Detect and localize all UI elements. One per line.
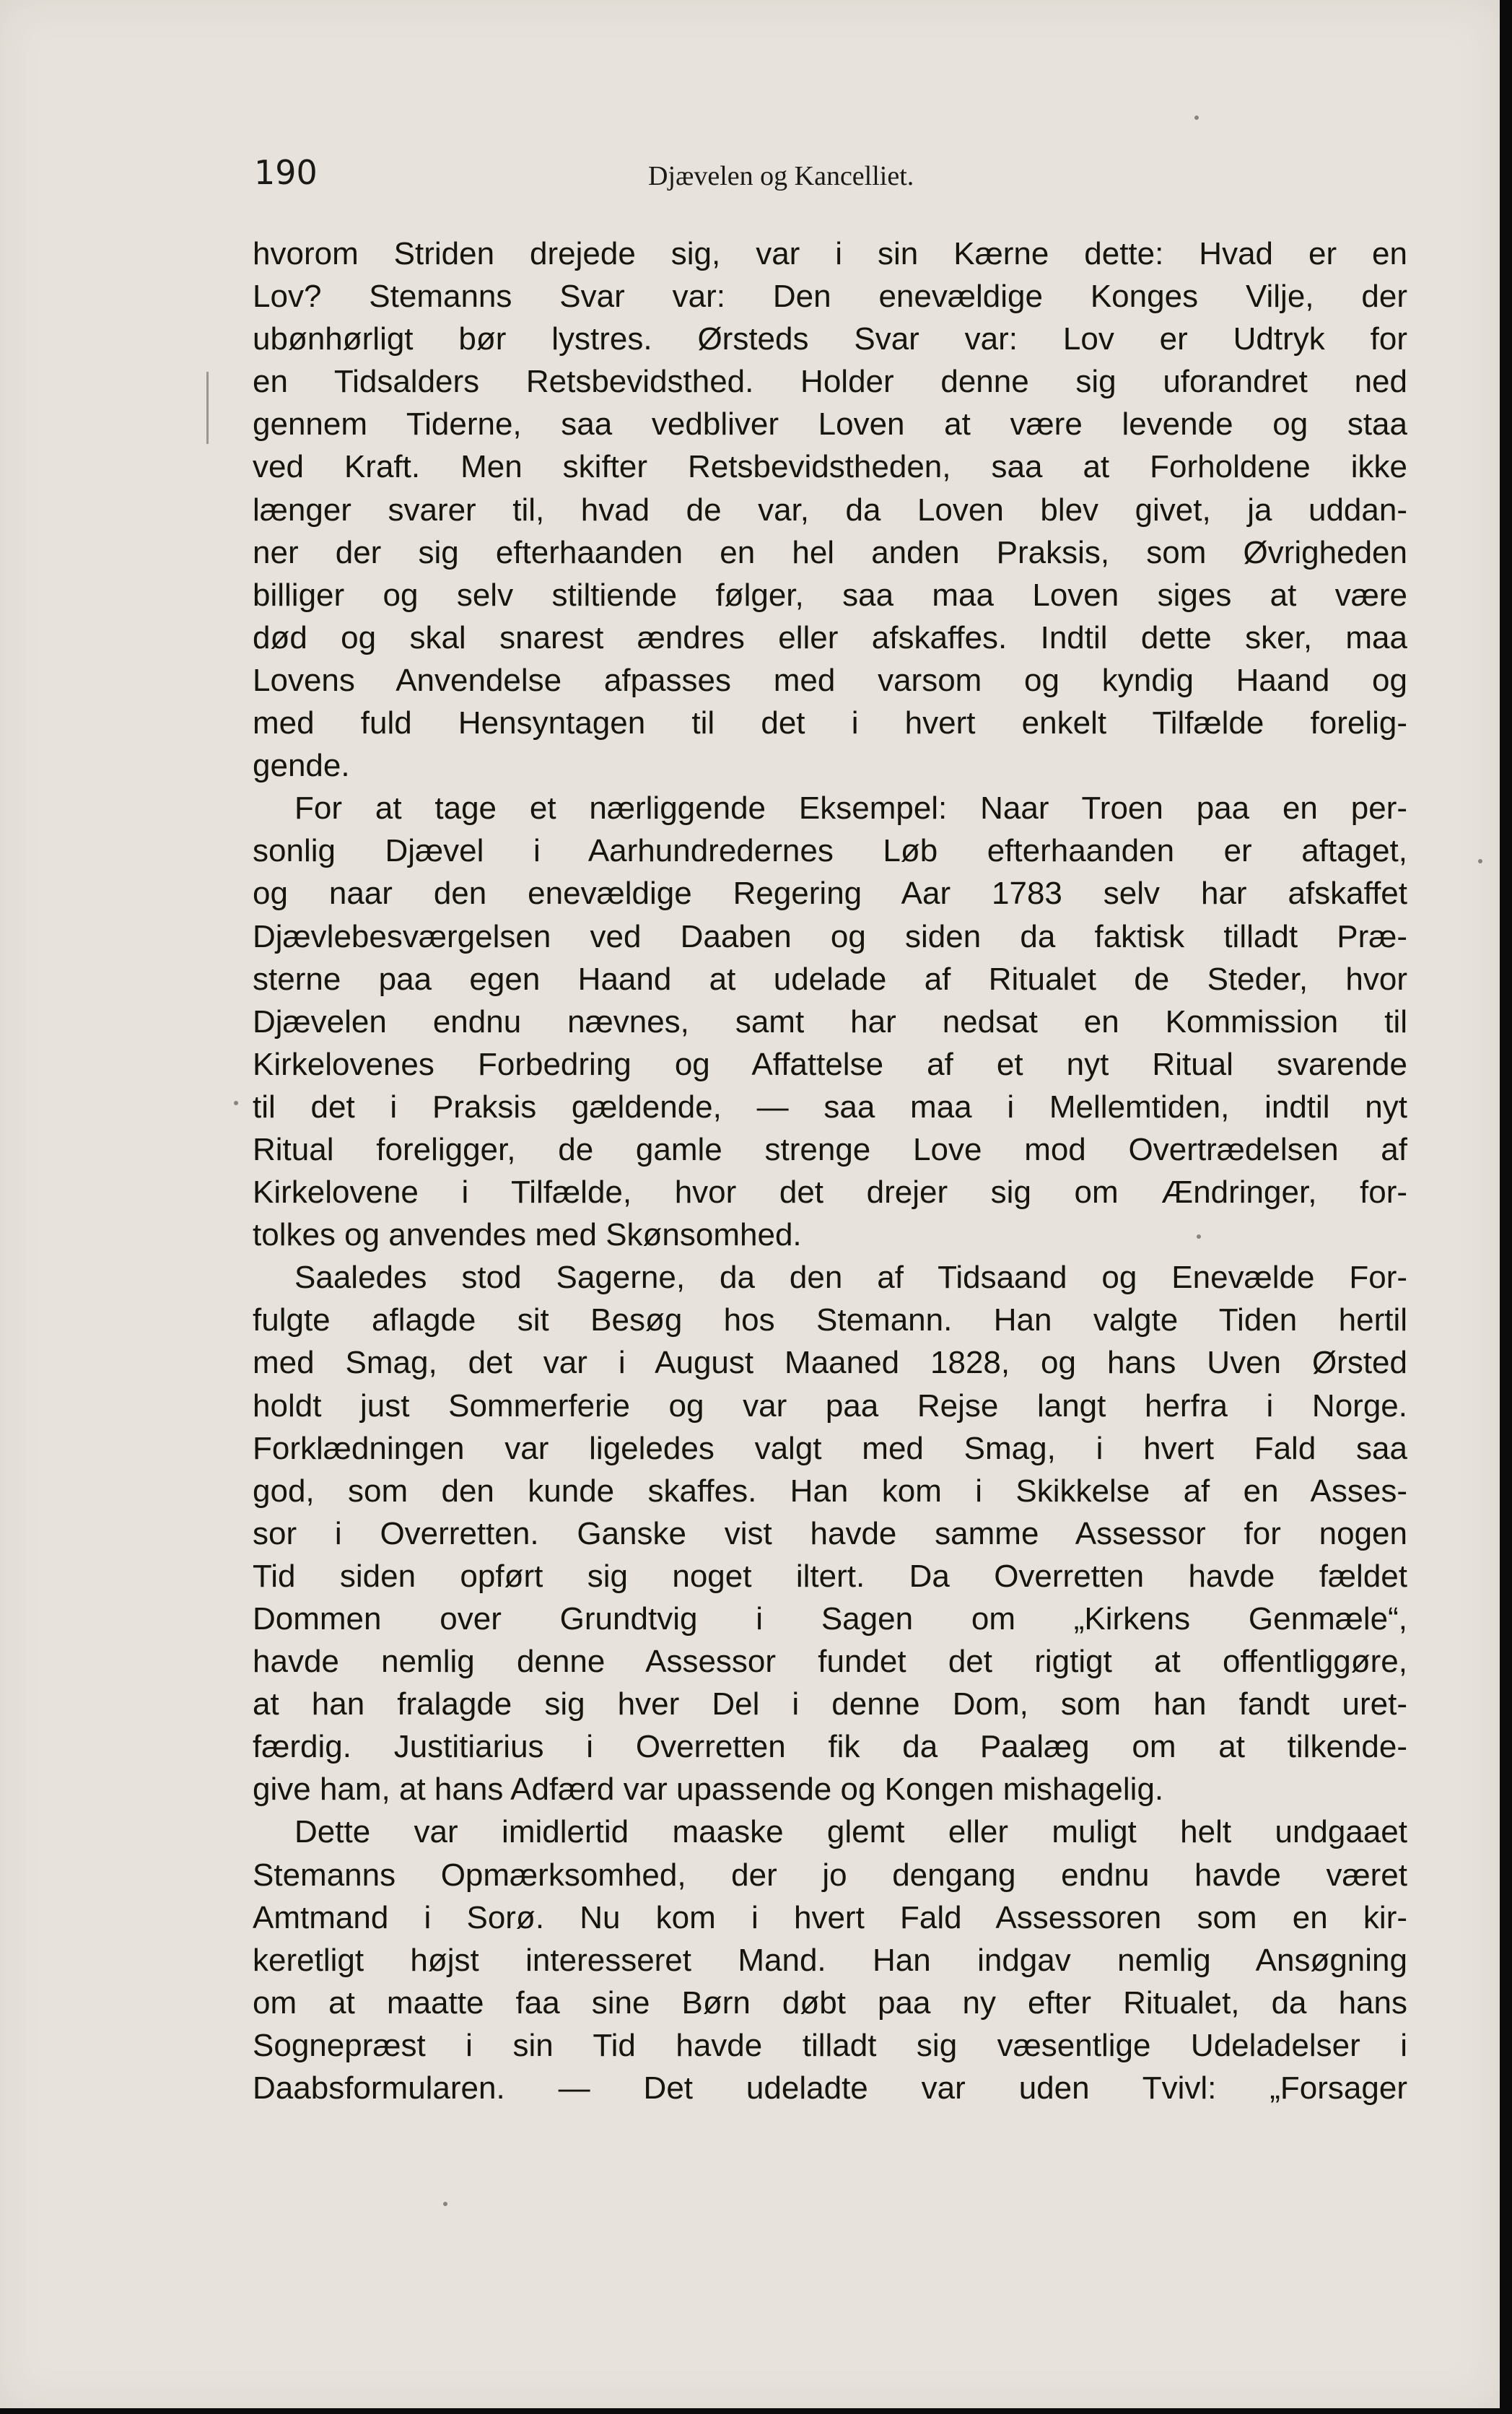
text-line: død og skal snarest ændres eller afskaffes. Indtil dette sker, maa (253, 619, 1407, 655)
paper-speck (443, 2202, 447, 2206)
text-line: Daabsformularen. — Det udeladte var uden Tvivl: „Forsager (253, 2070, 1407, 2106)
text-line: Djævlebesværgelsen ved Daaben og siden da faktisk tilladt Præ- (253, 918, 1407, 954)
text-line: ved Kraft. Men skifter Retsbevidstheden, saa at Forholdene ikke (253, 449, 1407, 485)
text-line: med fuld Hensyntagen til det i hvert enkelt Tilfælde forelig- (253, 705, 1407, 741)
text-line: Tid siden opført sig noget iltert. Da Overretten havde fældet (253, 1558, 1407, 1594)
text-line: Djævelen endnu nævnes, samt har nedsat en Kommission til (253, 1003, 1407, 1040)
text-line: fulgte aflagde sit Besøg hos Stemann. Han valgte Tiden hertil (253, 1302, 1407, 1338)
text-line: ubønhørligt bør lystres. Ørsteds Svar var: Lov er Udtryk for (253, 321, 1407, 357)
text-line: billiger og selv stiltiende følger, saa maa Loven siges at være (253, 577, 1407, 613)
text-line: Forklædningen var ligeledes valgt med Smag, i hvert Fald saa (253, 1430, 1407, 1466)
text-line: en Tidsalders Retsbevidsthed. Holder denne sig uforandret ned (253, 364, 1407, 400)
text-line: ner der sig efterhaanden en hel anden Praksis, som Øvrigheden (253, 534, 1407, 570)
body-text (253, 232, 1407, 2109)
text-line: god, som den kunde skaffes. Han kom i Skikkelse af en Asses- (253, 1473, 1407, 1509)
margin-mark (206, 372, 209, 444)
text-line: med Smag, det var i August Maaned 1828, og hans Uven Ørsted (253, 1345, 1407, 1381)
text-line: sterne paa egen Haand at udelade af Ritualet de Steder, hvor (253, 961, 1407, 997)
text-line: Lovens Anvendelse afpasses med varsom og kyndig Haand og (253, 662, 1407, 698)
text-line: give ham, at hans Adfærd var upassende og Kongen mishagelig. (253, 1772, 1164, 1808)
running-head (254, 153, 1409, 196)
text-line: til det i Praksis gældende, — saa maa i Mellemtiden, indtil nyt (253, 1089, 1407, 1125)
text-line: Dommen over Grundtvig i Sagen om „Kirkens Genmæle“, (253, 1601, 1407, 1637)
text-line: Stemanns Opmærksomhed, der jo dengang endnu havde været (253, 1857, 1407, 1893)
text-line: om at maatte faa sine Børn døbt paa ny efter Ritualet, da hans (253, 1984, 1407, 2021)
text-line: Amtmand i Sorø. Nu kom i hvert Fald Assessoren som en kir- (253, 1899, 1407, 1935)
text-line: og naar den enevældige Regering Aar 1783 selv har afskaffet (253, 876, 1407, 912)
paper-speck (1478, 859, 1482, 863)
text-line: Kirkelovenes Forbedring og Affattelse af et nyt Ritual svarende (253, 1046, 1407, 1082)
paper-speck (234, 1101, 238, 1105)
page-number: 190 (254, 153, 318, 192)
text-line: Dette var imidlertid maaske glemt eller muligt helt undgaaet (294, 1814, 1407, 1850)
text-line: længer svarer til, hvad de var, da Loven blev givet, ja uddan- (253, 492, 1407, 528)
text-line: For at tage et nærliggende Eksempel: Naar Troen paa en per- (294, 790, 1407, 827)
text-line: gennem Tiderne, saa vedbliver Loven at være levende og staa (253, 406, 1407, 443)
text-line: holdt just Sommerferie og var paa Rejse langt herfra i Norge. (253, 1387, 1407, 1424)
text-line: sor i Overretten. Ganske vist havde samme Assessor for nogen (253, 1515, 1407, 1551)
text-line: Lov? Stemanns Svar var: Den enevældige Konges Vilje, der (253, 279, 1407, 315)
text-line: gende. (253, 748, 350, 784)
text-line: keretligt højst interesseret Mand. Han indgav nemlig Ansøgning (253, 1942, 1407, 1978)
paper-speck (1194, 116, 1199, 120)
text-line: færdig. Justitiarius i Overretten fik da Paalæg om at tilkende- (253, 1729, 1407, 1765)
text-line: tolkes og anvendes med Skønsomhed. (253, 1217, 802, 1253)
text-line: havde nemlig denne Assessor fundet det rigtigt at offentliggøre, (253, 1644, 1407, 1680)
text-line: Saaledes stod Sagerne, da den af Tidsaand og Enevælde For- (294, 1260, 1407, 1296)
text-line: Ritual foreligger, de gamle strenge Love mod Overtrædelsen af (253, 1131, 1407, 1167)
running-title: Djævelen og Kancelliet. (648, 161, 914, 191)
text-line: at han fralagde sig hver Del i denne Dom, som han fandt uret- (253, 1686, 1407, 1722)
text-line: sonlig Djævel i Aarhundredernes Løb efterhaanden er aftaget, (253, 833, 1407, 869)
text-line: Sognepræst i sin Tid havde tilladt sig væsentlige Udeladelser i (253, 2027, 1407, 2063)
text-line: Kirkelovene i Tilfælde, hvor det drejer sig om Ændringer, for- (253, 1175, 1407, 1211)
text-line: hvorom Striden drejede sig, var i sin Kærne dette: Hvad er en (253, 236, 1407, 271)
